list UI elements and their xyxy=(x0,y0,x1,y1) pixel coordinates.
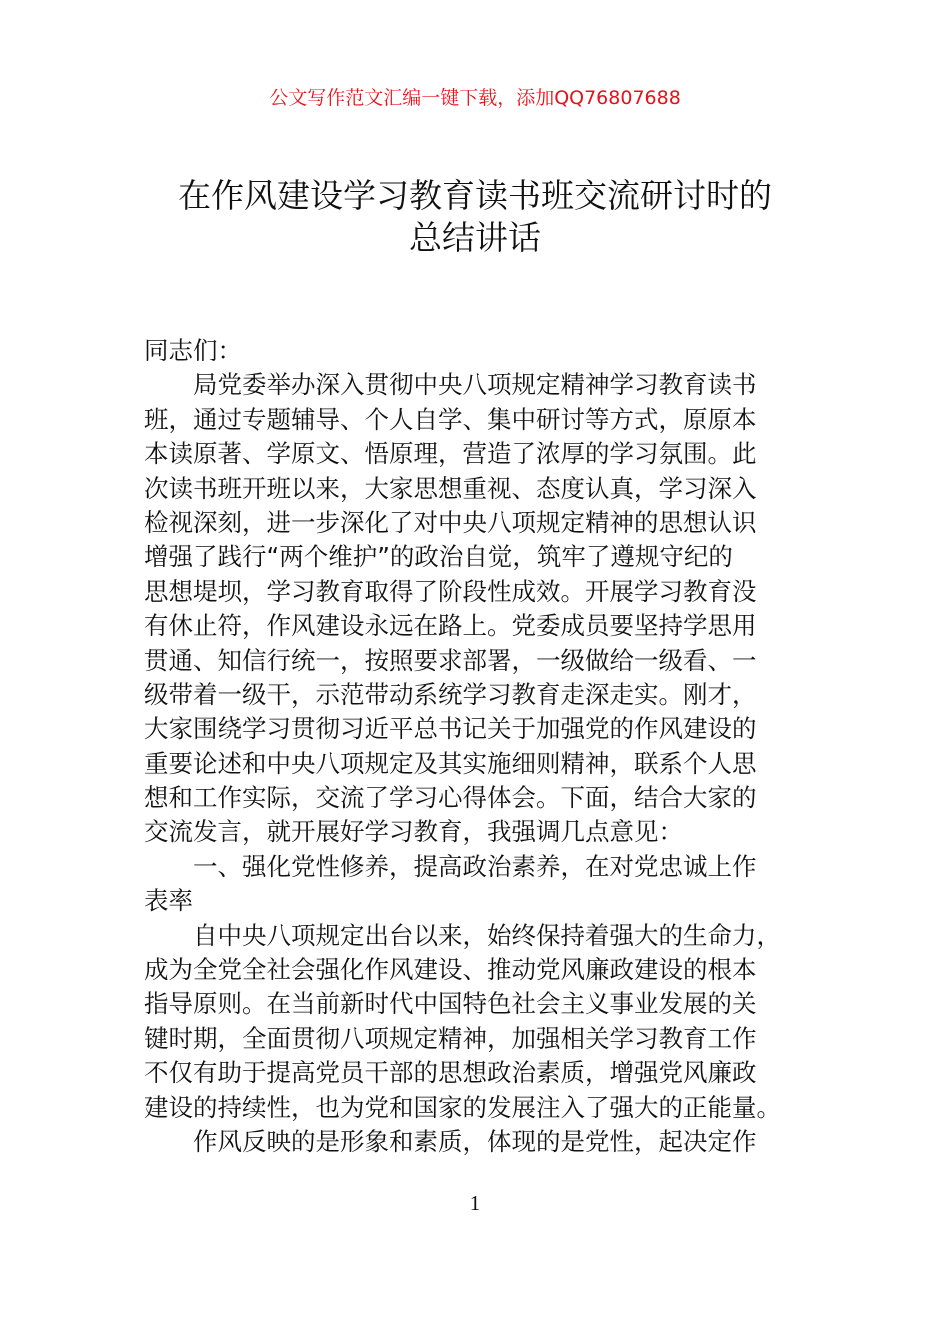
paragraph-line: 交流发言，就开展好学习教育，我强调几点意见： xyxy=(144,817,683,847)
paragraph-line: 局党委举办深入贯彻中央八项规定精神学习教育读书 xyxy=(193,370,757,400)
paragraph-line: 有休止符，作风建设永远在路上。党委成员要坚持学思用 xyxy=(144,611,757,641)
paragraph-line: 次读书班开班以来，大家思想重视、态度认真，学习深入 xyxy=(144,473,757,503)
download-banner: 公文写作范文汇编一键下载，添加QQ76807688 xyxy=(269,87,681,109)
paragraph-line: 思想堤坝，学习教育取得了阶段性成效。开展学习教育没 xyxy=(144,576,757,606)
paragraph-line: 大家围绕学习贯彻习近平总书记关于加强党的作风建设的 xyxy=(144,714,757,744)
section-heading: 一、强化党性修养，提高政治素养，在对党忠诚上作 xyxy=(193,851,757,881)
paragraph-line: 作风反映的是形象和素质，体现的是党性，起决定作 xyxy=(193,1126,757,1156)
paragraph-line: 指导原则。在当前新时代中国特色社会主义事业发展的关 xyxy=(144,989,757,1019)
page-number: 1 xyxy=(469,1191,481,1215)
paragraph-line: 级带着一级干，示范带动系统学习教育走深走实。刚才， xyxy=(144,679,757,709)
paragraph-line: 成为全党全社会强化作风建设、推动党风廉政建设的根本 xyxy=(144,955,757,985)
paragraph-line: 检视深刻，进一步深化了对中央八项规定精神的思想认识 xyxy=(144,507,757,537)
document-title-line-2: 总结讲话 xyxy=(409,218,541,257)
paragraph-line: 自中央八项规定出台以来，始终保持着强大的生命力， xyxy=(193,920,781,950)
document-body xyxy=(144,334,824,1159)
paragraph-line: 增强了践行“两个维护”的政治自觉，筑牢了遵规守纪的 xyxy=(144,542,733,572)
paragraph-line: 班，通过专题辅导、个人自学、集中研讨等方式，原原本 xyxy=(144,404,757,434)
paragraph-line: 不仅有助于提高党员干部的思想政治素质，增强党风廉政 xyxy=(144,1058,757,1088)
paragraph-line: 重要论述和中央八项规定及其实施细则精神，联系个人思 xyxy=(144,748,757,778)
section-heading: 表率 xyxy=(144,886,193,916)
paragraph-line: 本读原著、学原文、悟原理，营造了浓厚的学习氛围。此 xyxy=(144,439,757,469)
paragraph-line: 键时期，全面贯彻八项规定精神，加强相关学习教育工作 xyxy=(144,1023,757,1053)
paragraph-line: 贯通、知信行统一，按照要求部署，一级做给一级看、一 xyxy=(144,645,757,675)
paragraph-line: 想和工作实际，交流了学习心得体会。下面，结合大家的 xyxy=(144,783,757,813)
document-title-line-1: 在作风建设学习教育读书班交流研讨时的 xyxy=(178,176,772,215)
salutation: 同志们： xyxy=(144,336,242,365)
paragraph-line: 建设的持续性，也为党和国家的发展注入了强大的正能量。 xyxy=(144,1092,781,1122)
